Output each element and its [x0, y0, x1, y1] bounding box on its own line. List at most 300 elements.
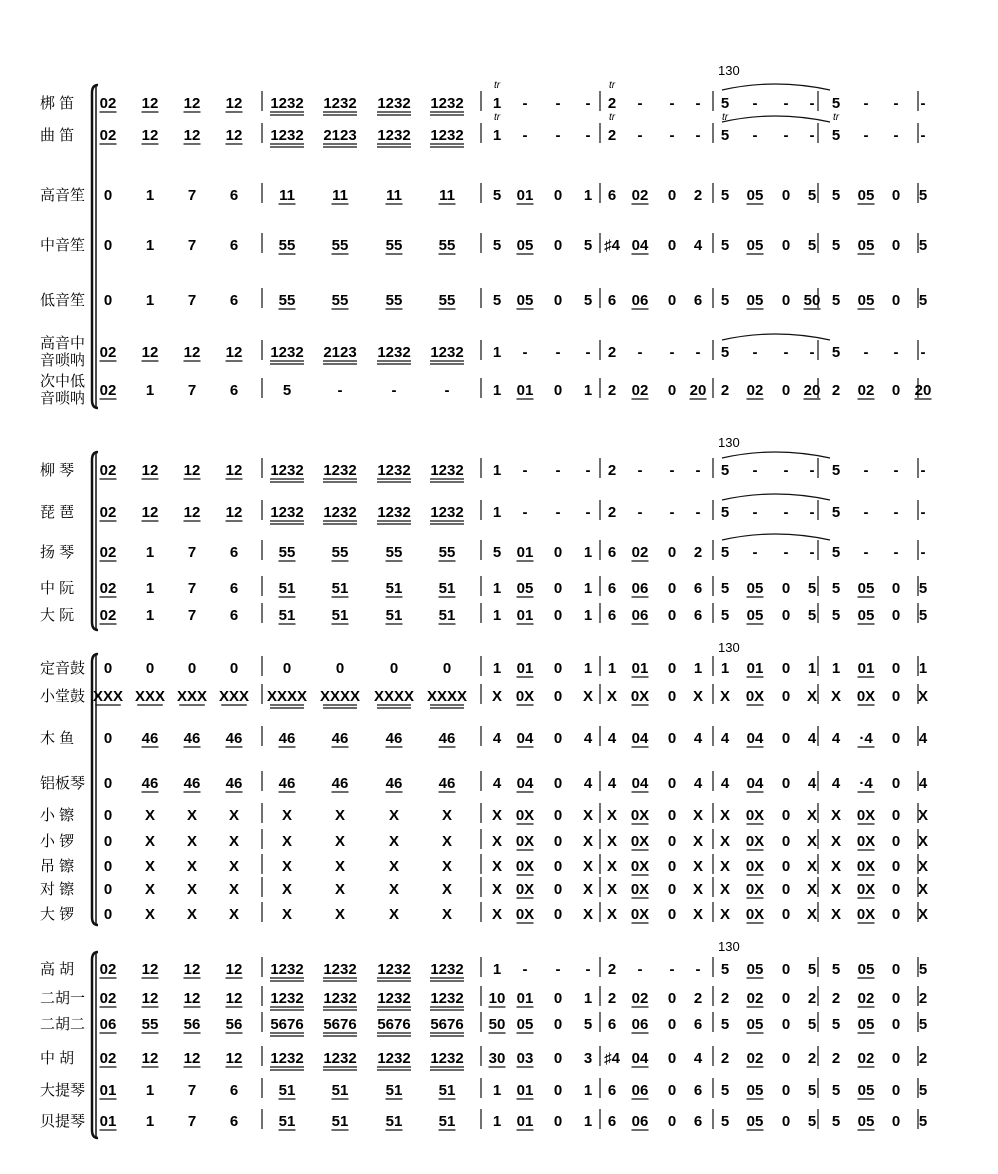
instrument-label: 大 阮: [40, 607, 75, 624]
note-token: -: [522, 95, 528, 112]
note-token: 2: [607, 961, 617, 978]
note-token: 0: [553, 688, 563, 705]
note-token: 5: [831, 187, 841, 204]
note-token: X: [917, 906, 929, 923]
staff-row: [40, 989, 927, 1010]
note-token: X: [388, 881, 400, 898]
note-token: 06: [631, 1016, 649, 1033]
note-token: X: [692, 881, 704, 898]
note-token: 0X: [515, 807, 535, 824]
instrument-label: 小 镲: [40, 807, 75, 824]
instrument-label: 对 镲: [40, 881, 75, 898]
trill-mark: tr: [832, 112, 840, 123]
note-token: 02: [746, 1050, 764, 1067]
note-token: 0: [103, 833, 113, 850]
note-token: 1232: [323, 95, 357, 112]
note-token: 05: [857, 961, 875, 978]
note-token: 5: [918, 187, 928, 204]
note-token: X: [334, 807, 346, 824]
note-token: 0X: [856, 881, 876, 898]
note-token: 0: [553, 990, 563, 1007]
note-token: 6: [229, 607, 239, 624]
staff-row: [40, 659, 927, 677]
note-token: -: [555, 462, 561, 479]
note-token: 7: [187, 1113, 197, 1130]
note-token: -: [863, 504, 869, 521]
note-token: 0: [553, 292, 563, 309]
tie-arc: [722, 334, 830, 340]
note-token: -: [585, 504, 591, 521]
note-token: 1232: [377, 990, 411, 1007]
note-token: 01: [746, 660, 764, 677]
note-token: 1: [492, 382, 502, 399]
note-token: 04: [516, 730, 534, 747]
staff-row: [40, 373, 932, 407]
note-token: 1232: [430, 95, 464, 112]
note-token: 05: [746, 292, 764, 309]
note-token: 20: [689, 382, 707, 399]
note-token: 7: [187, 580, 197, 597]
note-token: 0: [891, 775, 901, 792]
note-token: -: [863, 544, 869, 561]
note-token: -: [669, 127, 675, 144]
note-token: 0X: [856, 858, 876, 875]
note-token: X: [281, 881, 293, 898]
note-token: 05: [746, 237, 764, 254]
note-token: 5: [831, 544, 841, 561]
note-token: ♯4: [604, 237, 620, 254]
note-token: 55: [331, 544, 349, 561]
note-token: 12: [225, 127, 243, 144]
note-token: 0: [781, 775, 791, 792]
note-token: 0X: [515, 858, 535, 875]
note-token: X: [830, 833, 842, 850]
note-token: X: [186, 858, 198, 875]
note-token: 0: [667, 881, 677, 898]
rehearsal-mark: 130: [718, 435, 740, 450]
note-token: 4: [831, 730, 841, 747]
note-token: 2: [831, 1050, 841, 1067]
note-token: 05: [746, 580, 764, 597]
note-token: 0: [891, 807, 901, 824]
note-token: 1232: [323, 1050, 357, 1067]
note-token: 51: [385, 1082, 403, 1099]
note-token: -: [695, 961, 701, 978]
note-token: 02: [99, 1050, 117, 1067]
note-token: 0: [229, 660, 239, 677]
note-token: 5: [583, 292, 593, 309]
note-token: -: [695, 95, 701, 112]
note-token: 5: [918, 1113, 928, 1130]
note-token: -: [695, 504, 701, 521]
note-token: X: [228, 807, 240, 824]
note-token: 1: [720, 660, 730, 677]
note-token: 5: [807, 1016, 817, 1033]
note-token: 1232: [430, 990, 464, 1007]
note-token: 01: [516, 660, 534, 677]
note-token: X: [806, 833, 818, 850]
note-token: 7: [187, 607, 197, 624]
note-token: 0: [667, 906, 677, 923]
note-token: 1: [145, 607, 155, 624]
note-token: 0X: [856, 833, 876, 850]
note-token: 1232: [377, 127, 411, 144]
note-token: 5: [720, 344, 730, 361]
note-token: 51: [331, 1082, 349, 1099]
note-token: XXX: [176, 688, 208, 705]
note-token: 5: [831, 961, 841, 978]
note-token: 0: [553, 775, 563, 792]
note-token: X: [281, 833, 293, 850]
note-token: 06: [631, 1082, 649, 1099]
note-token: 2123: [323, 127, 357, 144]
note-token: 46: [278, 730, 296, 747]
note-token: X: [692, 858, 704, 875]
note-token: -: [863, 95, 869, 112]
note-token: 5: [720, 961, 730, 978]
note-token: 0: [891, 580, 901, 597]
note-token: 0: [891, 961, 901, 978]
note-token: 05: [746, 1016, 764, 1033]
note-token: 02: [631, 382, 649, 399]
note-token: 1: [145, 544, 155, 561]
note-token: 1232: [377, 344, 411, 361]
note-token: 01: [516, 1113, 534, 1130]
note-token: 51: [278, 607, 296, 624]
note-token: 5: [583, 237, 593, 254]
note-token: X: [186, 833, 198, 850]
note-token: 05: [857, 1082, 875, 1099]
note-token: 06: [631, 1113, 649, 1130]
note-token: 46: [331, 730, 349, 747]
instrument-label: 中音笙: [40, 237, 86, 254]
note-token: 05: [516, 1016, 534, 1033]
note-token: 0: [145, 660, 155, 677]
note-token: 6: [693, 607, 703, 624]
note-token: 6: [229, 187, 239, 204]
note-token: 0X: [515, 906, 535, 923]
note-token: X: [441, 881, 453, 898]
note-token: X: [719, 833, 731, 850]
note-token: -: [920, 504, 926, 521]
note-token: 30: [488, 1050, 506, 1067]
note-token: 03: [516, 1050, 534, 1067]
note-token: 0: [667, 858, 677, 875]
note-token: 1: [693, 660, 703, 677]
note-token: 12: [183, 504, 201, 521]
note-token: X: [144, 881, 156, 898]
note-token: 55: [278, 544, 296, 561]
note-token: 12: [141, 95, 159, 112]
note-token: X: [441, 858, 453, 875]
note-token: 0: [781, 881, 791, 898]
note-token: 06: [99, 1016, 117, 1033]
instrument-label: 高音中: [40, 335, 86, 352]
note-token: 0: [891, 187, 901, 204]
note-token: -: [522, 504, 528, 521]
note-token: X: [228, 858, 240, 875]
note-token: 0: [103, 187, 113, 204]
instrument-label: 二胡二: [40, 1016, 86, 1033]
note-token: 51: [385, 580, 403, 597]
note-token: 02: [857, 1050, 875, 1067]
note-token: 12: [141, 462, 159, 479]
note-token: 2: [918, 1050, 928, 1067]
note-token: 4: [720, 775, 730, 792]
note-token: 0: [781, 688, 791, 705]
note-token: XXX: [218, 688, 250, 705]
note-token: 4: [693, 1050, 703, 1067]
staff-row: [40, 580, 927, 597]
note-token: 2: [720, 1050, 730, 1067]
instrument-label: 小 锣: [40, 833, 75, 850]
system-plucked: [40, 435, 927, 630]
note-token: 6: [229, 382, 239, 399]
note-token: XXXX: [426, 688, 468, 705]
note-token: X: [806, 688, 818, 705]
note-token: 20: [803, 382, 821, 399]
note-token: 0: [667, 292, 677, 309]
note-token: 12: [225, 990, 243, 1007]
note-token: X: [228, 906, 240, 923]
note-token: 12: [141, 504, 159, 521]
note-token: 1: [831, 660, 841, 677]
note-token: 5: [583, 1016, 593, 1033]
note-token: 1232: [270, 961, 304, 978]
note-token: X: [582, 906, 594, 923]
note-token: 46: [141, 775, 159, 792]
staff-row: [40, 730, 928, 747]
note-token: 1: [492, 1113, 502, 1130]
note-token: 6: [607, 1082, 617, 1099]
note-token: 0X: [745, 807, 765, 824]
instrument-label: 柳 琴: [40, 462, 75, 479]
staff-row: [40, 833, 928, 850]
note-token: 1: [492, 660, 502, 677]
note-token: X: [719, 688, 731, 705]
note-token: XXXX: [373, 688, 415, 705]
note-token: 1232: [430, 1050, 464, 1067]
note-token: -: [809, 95, 815, 112]
note-token: 2: [831, 382, 841, 399]
note-token: 0X: [630, 881, 650, 898]
note-token: 5: [807, 1113, 817, 1130]
note-token: 12: [141, 961, 159, 978]
note-token: 1: [145, 237, 155, 254]
note-token: 0: [781, 1016, 791, 1033]
note-token: 05: [857, 292, 875, 309]
note-token: 0: [103, 730, 113, 747]
note-token: 0: [553, 1113, 563, 1130]
note-token: 1232: [270, 504, 304, 521]
note-token: 55: [385, 237, 403, 254]
note-token: 5: [807, 580, 817, 597]
system-bracket: [92, 952, 98, 1138]
note-token: X: [917, 833, 929, 850]
note-token: -: [920, 95, 926, 112]
instrument-label: 音唢呐: [40, 352, 86, 369]
note-token: X: [388, 833, 400, 850]
note-token: 7: [187, 544, 197, 561]
note-token: 04: [516, 775, 534, 792]
note-token: 0: [891, 660, 901, 677]
trill-mark: tr: [608, 80, 616, 91]
note-token: 1: [492, 961, 502, 978]
note-token: 2123: [323, 344, 357, 361]
instrument-label: 吊 镲: [40, 858, 75, 875]
note-token: 5: [918, 237, 928, 254]
instrument-label: 梆 笛: [40, 95, 75, 112]
note-token: 55: [438, 292, 456, 309]
note-token: 0: [442, 660, 452, 677]
note-token: -: [783, 504, 789, 521]
note-token: 5: [807, 237, 817, 254]
note-token: 05: [746, 187, 764, 204]
note-token: 1: [492, 344, 502, 361]
note-token: 11: [386, 187, 402, 204]
note-token: 0X: [630, 833, 650, 850]
note-token: 0: [667, 833, 677, 850]
note-token: -: [555, 344, 561, 361]
rehearsal-mark: 130: [718, 939, 740, 954]
note-token: 02: [99, 544, 117, 561]
note-token: 1: [145, 382, 155, 399]
note-token: 0: [891, 990, 901, 1007]
note-token: X: [186, 881, 198, 898]
note-token: 46: [141, 730, 159, 747]
note-token: 2: [807, 990, 817, 1007]
note-token: 1232: [270, 344, 304, 361]
note-token: 0: [667, 187, 677, 204]
note-token: 02: [99, 95, 117, 112]
note-token: 5: [807, 1082, 817, 1099]
note-token: X: [830, 688, 842, 705]
note-token: X: [606, 858, 618, 875]
note-token: 6: [607, 1016, 617, 1033]
note-token: -: [809, 344, 815, 361]
note-token: 05: [746, 961, 764, 978]
note-token: 12: [183, 344, 201, 361]
note-token: 06: [631, 607, 649, 624]
note-token: 4: [918, 730, 928, 747]
system-percussion: [40, 640, 928, 925]
note-token: 0: [891, 858, 901, 875]
note-token: 0X: [630, 906, 650, 923]
note-token: 5: [831, 1113, 841, 1130]
note-token: 1232: [270, 95, 304, 112]
note-token: 46: [225, 730, 243, 747]
rehearsal-mark: 130: [718, 63, 740, 78]
note-token: 0: [781, 382, 791, 399]
note-token: 46: [385, 775, 403, 792]
note-token: -: [637, 95, 643, 112]
note-token: 6: [693, 292, 703, 309]
note-token: 51: [278, 580, 296, 597]
note-token: 7: [187, 382, 197, 399]
trill-mark: tr: [493, 80, 501, 91]
note-token: -: [752, 95, 758, 112]
note-token: X: [582, 833, 594, 850]
note-token: 0: [667, 382, 677, 399]
note-token: X: [582, 881, 594, 898]
note-token: 5: [831, 344, 841, 361]
note-token: 5: [831, 462, 841, 479]
note-token: 11: [279, 187, 295, 204]
note-token: -: [863, 127, 869, 144]
note-token: 5: [918, 961, 928, 978]
note-token: -: [585, 95, 591, 112]
note-token: 1232: [323, 990, 357, 1007]
note-token: X: [582, 807, 594, 824]
note-token: -: [783, 127, 789, 144]
note-token: 5: [492, 292, 502, 309]
note-token: 0: [667, 990, 677, 1007]
note-token: 7: [187, 292, 197, 309]
note-token: 5: [492, 187, 502, 204]
staff-row: [40, 857, 928, 875]
note-token: 01: [516, 187, 534, 204]
instrument-label: 琵 琶: [40, 504, 75, 521]
note-token: 4: [720, 730, 730, 747]
note-token: 0: [891, 382, 901, 399]
note-token: 0X: [856, 807, 876, 824]
note-token: 5: [720, 580, 730, 597]
note-token: 0: [781, 660, 791, 677]
instrument-label: 中 胡: [40, 1050, 75, 1067]
note-token: 0: [781, 807, 791, 824]
note-token: -: [920, 544, 926, 561]
note-token: X: [830, 858, 842, 875]
note-token: 0: [781, 607, 791, 624]
note-token: 02: [99, 961, 117, 978]
note-token: 0: [103, 237, 113, 254]
note-token: 1: [492, 607, 502, 624]
instrument-label: 次中低: [40, 373, 86, 390]
note-token: -: [585, 127, 591, 144]
note-token: 02: [99, 382, 117, 399]
note-token: 0: [667, 688, 677, 705]
note-token: 0: [781, 906, 791, 923]
staff-row: [40, 1015, 927, 1036]
tie-arc: [722, 84, 830, 90]
note-token: 1: [492, 95, 502, 112]
note-token: X: [228, 833, 240, 850]
note-token: 5: [720, 544, 730, 561]
note-token: 2: [807, 1050, 817, 1067]
note-token: 02: [631, 544, 649, 561]
note-token: 51: [438, 607, 456, 624]
note-token: -: [522, 462, 528, 479]
note-token: -: [863, 462, 869, 479]
rehearsal-mark: 130: [718, 640, 740, 655]
note-token: 51: [438, 1113, 456, 1130]
note-token: ·4: [859, 775, 873, 792]
note-token: 06: [631, 292, 649, 309]
tie-arc: [722, 494, 830, 500]
note-token: 1232: [270, 1050, 304, 1067]
staff-row: [40, 906, 928, 923]
note-token: 51: [438, 1082, 456, 1099]
note-token: X: [606, 688, 618, 705]
note-token: -: [585, 462, 591, 479]
note-token: 0: [891, 237, 901, 254]
note-token: 51: [385, 607, 403, 624]
note-token: 6: [229, 292, 239, 309]
note-token: 51: [331, 1113, 349, 1130]
note-token: 5: [831, 95, 841, 112]
note-token: 1: [583, 544, 593, 561]
staff-row: [40, 504, 926, 524]
